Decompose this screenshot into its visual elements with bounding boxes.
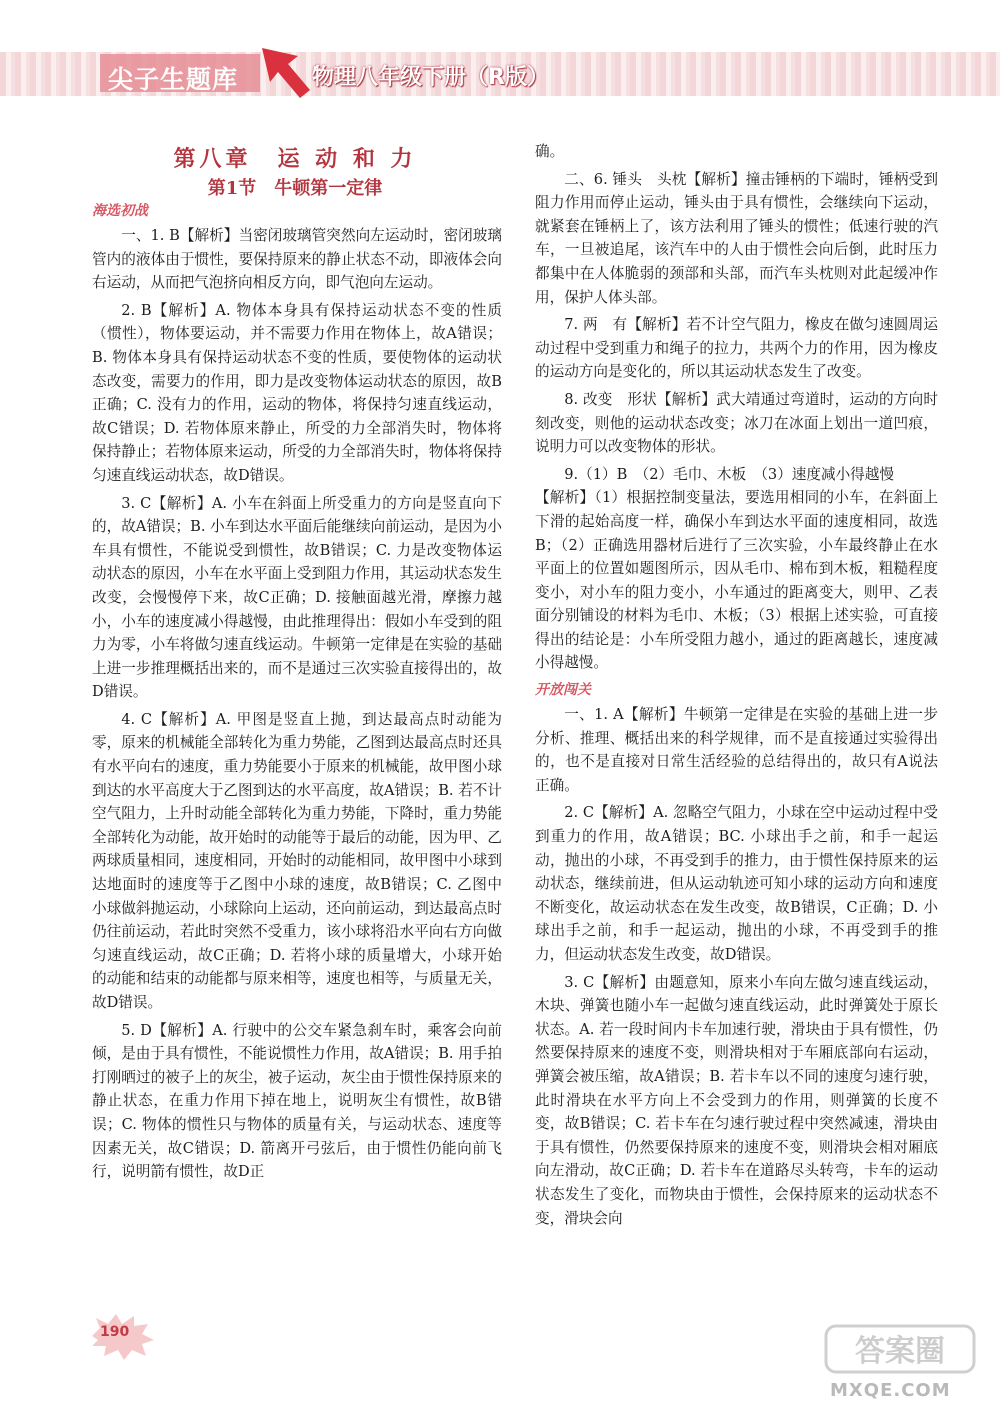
svg-text:答案圈: 答案圈 bbox=[855, 1334, 945, 1369]
section-tag-haixuan: 海选初战 bbox=[92, 203, 148, 219]
answer-paragraph-cont: 【解析】（1）根据控制变量法，要选用相同的小车，在斜面上下滑的起始高度一样，确保小车到达水平面的速度相同，故选B；（2）正确选用器材后进行了三次实验，小车最终静止在水平面上的位置如题图所示，因从毛巾、棉布到木板，粗糙程度变小，对小车的阻力变小，小车通过的距离变大，则甲、乙表面分别铺设的材料为毛巾、木板；（3）根据上述实验，可直接得出的结论是：小车所受阻力越小，通过的距离越长，速度减小得越慢。 bbox=[535, 489, 938, 672]
answer-paragraph: 9.（1）B （2）毛巾、木板 （3）速度减小得越慢 bbox=[564, 465, 894, 483]
page-header bbox=[0, 40, 1000, 106]
watermark-logo-icon bbox=[820, 1316, 980, 1378]
arrow-icon bbox=[258, 44, 314, 102]
left-column bbox=[92, 200, 502, 1188]
section-title: 第1节 牛顿第一定律 bbox=[207, 178, 383, 199]
answer-paragraph: 一、1. A【解析】牛顿第一定律是在实验的基础上进一步分析、推理、概括出来的科学规律，而不是直接通过实验得出的，也不是直接对日常生活经验的总结得出的，故只有A说法正确。 bbox=[535, 706, 938, 794]
watermark-text: MXQE.COM bbox=[830, 1380, 951, 1401]
chapter-title: 第八章 运 动 和 力 bbox=[173, 146, 417, 172]
right-column bbox=[535, 140, 938, 1234]
page-number-badge bbox=[86, 1310, 158, 1362]
answer-paragraph: 一、1. B【解析】当密闭玻璃管突然向左运动时，密闭玻璃管内的液体由于惯性，要保持原来的静止状态不动，即液体会向右运动，从而把气泡挤向相反方向，即气泡向左运动。 bbox=[92, 227, 502, 292]
answer-paragraph: 2. C【解析】A. 忽略空气阻力，小球在空中运动过程中受到重力的作用，故A错误；BC. 小球出手之前，和手一起运动，抛出的小球，不再受到手的推力，由于惯性保持原来的运动状态，继续前进，但从运动轨迹可知小球的运动方向和速度不断变化，故运动状态在发生改变，故B错误，C正确；D. 小球出手之前，和手一起运动，抛出的小球，不再受到手的推力，但运动状态发生改变，故D错误。 bbox=[535, 804, 938, 963]
section-tag-kaifang: 开放闯关 bbox=[535, 682, 591, 699]
answer-paragraph: 2. B【解析】A. 物体本身具有保持运动状态不变的性质（惯性），物体要运动，并不需要力作用在物体上，故A错误；B. 物体本身具有保持运动状态不变的性质，要使物体的运动状态改变，需要力的作用，即力是改变物体运动状态的原因，故B正确；C. 没有力的作用，运动的物体，将保持匀速直线运动，故C错误；D. 若物体原来静止，所受的力全部消失时，物体将保持静止；若物体原来运动，所受的力全部消失时，物体将保持匀速直线运动状态，故D错误。 bbox=[92, 301, 502, 484]
answer-paragraph: 二、6. 锤头 头枕【解析】撞击锤柄的下端时，锤柄受到阻力作用而停止运动，锤头由于具有惯性，会继续向下运动，就紧套在锤柄上了，该方法利用了锤头的惯性；低速行驶的汽车，一旦被追尾，该汽车中的人由于惯性会向后倒，此时压力都集中在人体脆弱的颈部和头部，而汽车头枕则对此起缓冲作用，保护人体头部。 bbox=[535, 170, 938, 306]
brand-logo-text: 尖子生题库 bbox=[108, 65, 239, 94]
answer-paragraph: 3. C【解析】A. 小车在斜面上所受重力的方向是竖直向下的，故A错误；B. 小车到达水平面后能继续向前运动，是因为小车具有惯性，不能说受到惯性，故B错误；C. 力是改变物体运动状态的原因，小车在水平面上受到阻力作用，其运动状态发生改变，会慢慢停下来，故C正确；D. 接触面越光滑，摩擦力越小，小车的速度减小得越慢，由此推理得出：假如小车受到的阻力为零，小车将做匀速直线运动。牛顿第一定律是在实验的基础上进一步推理概括出来的，而不是通过三次实验直接得出的，故D错误。 bbox=[92, 494, 502, 701]
continuation-text: 确。 bbox=[535, 143, 565, 160]
answer-paragraph: 3. C【解析】由题意知，原来小车向左做匀速直线运动，木块、弹簧也随小车一起做匀速直线运动，此时弹簧处于原长状态。A. 若一段时间内卡车加速行驶，滑块由于具有惯性，仍然要保持原来的速度不变，则滑块相对于车厢底部向右运动，弹簧会被压缩，故A错误；B. 若卡车以不同的速度匀速行驶，此时滑块在水平方向上不会受到力的作用，则弹簧的长度不变，故B错误；C. 若卡车在匀速行驶过程中突然减速，滑块由于具有惯性，仍然要保持原来的速度不变，则滑块会相对厢底向左滑动，故C正确；D. 若卡车在道路尽头转弯，卡车的运动状态发生了变化，而物块由于惯性，会保持原来的运动状态不变，滑块会向 bbox=[535, 973, 938, 1227]
answer-paragraph: 8. 改变 形状【解析】武大靖通过弯道时，运动的方向时刻改变，则他的运动状态改变；冰刀在冰面上划出一道凹痕，说明力可以改变物体的形状。 bbox=[535, 390, 938, 456]
answer-paragraph: 7. 两 有【解析】若不计空气阻力，橡皮在做匀速圆周运动过程中受到重力和绳子的拉力，共两个力的作用，因为橡皮的运动方向是变化的，所以其运动状态发生了改变。 bbox=[535, 316, 938, 381]
book-title: 物理八年级下册（R版） bbox=[312, 65, 549, 90]
answer-paragraph: 5. D【解析】A. 行驶中的公交车紧急刹车时，乘客会向前倾，是由于具有惯性，不能说惯性力作用，故A错误；B. 用手拍打刚晒过的被子上的灰尘，被子运动，灰尘由于惯性保持原来的静止状态，在重力作用下掉在地上，说明灰尘有惯性，故B错误；C. 物体的惯性只与物体的质量有关，与运动状态、速度等因素无关，故C错误；D. 箭离开弓弦后，由于惯性仍能向前飞行，说明箭有惯性，故D正 bbox=[92, 1021, 502, 1181]
page-number: 190 bbox=[100, 1324, 130, 1340]
answer-paragraph: 4. C【解析】A. 甲图是竖直上抛，到达最高点时动能为零，原来的机械能全部转化为重力势能，乙图到达最高点时还具有水平向右的速度，重力势能要小于原来的机械能，故甲图小球到达的水平高度大于乙图到达的水平高度，故A错误；B. 若不计空气阻力，上升时动能全部转化为重力势能，下降时，重力势能全部转化为动能，故开始时的动能等于最后的动能，因为甲、乙两球质量相同，速度相同，开始时的动能相同，故甲图中小球到达地面时的速度等于乙图中小球的速度，故B错误；C. 乙图中小球做斜抛运动，小球除向上运动，还向前运动，到达最高点时仍往前运动，若此时突然不受重力，该小球将沿水平向右方向做匀速直线运动，故C正确；D. 若将小球的质量增大，小球开始的动能和结束的动能都与原来相等，速度也相等，与质量无关，故D错误。 bbox=[92, 710, 502, 1011]
